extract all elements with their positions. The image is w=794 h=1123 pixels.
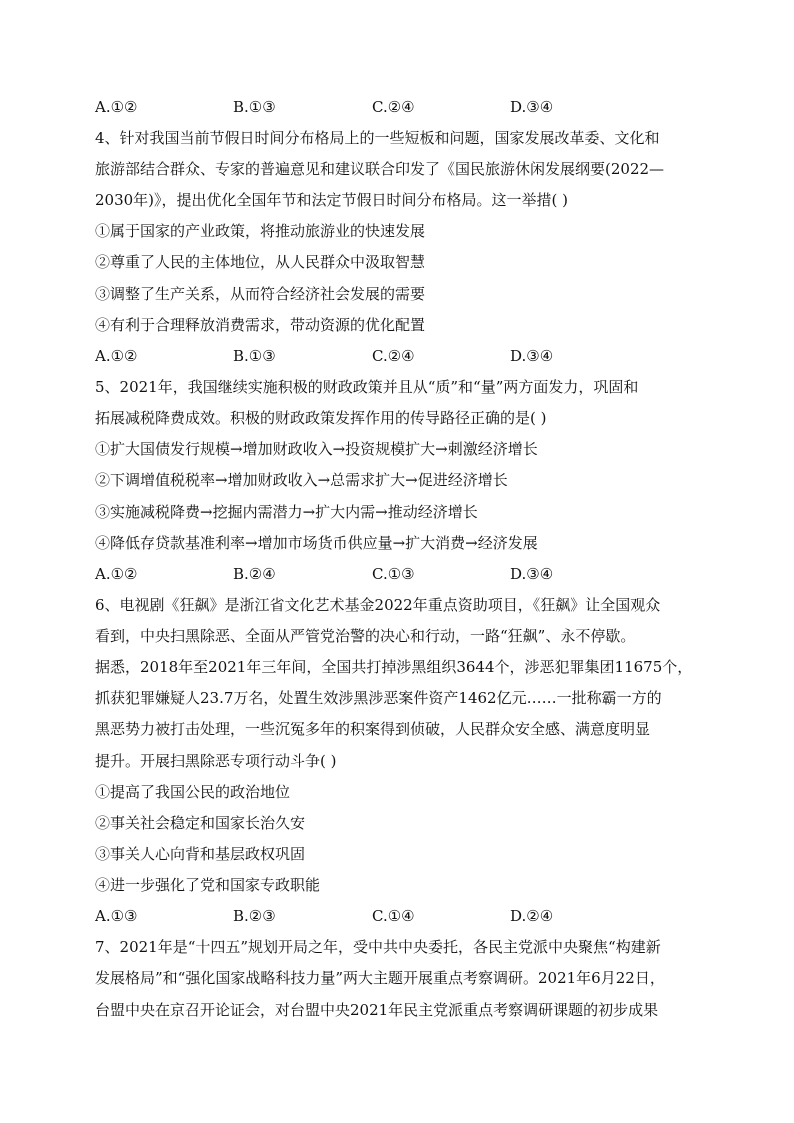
q6-option-b: B.②③ (233, 907, 276, 925)
q5-option-b: B.②④ (233, 565, 276, 583)
q6-stem-line-5: 黑恶势力被打击处理，一些沉冤多年的积案得到侦破，人民群众安全感、满意度明显 (95, 720, 651, 738)
q4-option-b: B.①③ (233, 347, 276, 365)
q3-option-a: A.①② (95, 98, 138, 116)
q4-option-c: C.②④ (372, 347, 415, 365)
q6-stem-line-1: 6、电视剧《狂飙》是浙江省文化艺术基金2022年重点资助项目，《狂飙》让全国观众 (95, 596, 661, 614)
q4-option-d: D.③④ (510, 347, 554, 365)
q4-stem-line-1: 4、针对我国当前节假日时间分布格局上的一些短板和问题，国家发展改革委、文化和 (95, 129, 660, 147)
q6-stem-line-4: 抓获犯罪嫌疑人23.7万名，处置生效涉黑涉恶案件资产1462亿元……一批称霸一方的 (95, 689, 662, 707)
q6-stem-line-3: 据悉，2018年至2021年三年间，全国共打掉涉黑组织3644个，涉恶犯罪集团11675个， (95, 658, 693, 676)
q5-statement-4: ④降低存贷款基准利率→增加市场货币供应量→扩大消费→经济发展 (95, 534, 538, 552)
q4-option-a: A.①② (95, 347, 138, 365)
q6-option-a: A.①③ (95, 907, 138, 925)
q4-statement-4: ④有利于合理释放消费需求，带动资源的优化配置 (95, 316, 426, 334)
q5-stem-line-1: 5、2021年，我国继续实施积极的财政政策并且从“质”和“量”两方面发力，巩固和 (95, 378, 639, 396)
q6-statement-2: ②事关社会稳定和国家长治久安 (95, 814, 306, 832)
q7-stem-line-3: 台盟中央在京召开论证会，对台盟中央2021年民主党派重点考察调研课题的初步成果 (95, 1001, 659, 1019)
q5-option-d: D.③④ (510, 565, 554, 583)
q6-statement-3: ③事关人心向背和基层政权巩固 (95, 845, 306, 863)
q6-statement-4: ④进一步强化了党和国家专政职能 (95, 876, 321, 894)
q5-option-a: A.①② (95, 565, 138, 583)
q5-option-c: C.①③ (372, 565, 415, 583)
q6-option-d: D.②④ (510, 907, 554, 925)
q5-statement-3: ③实施减税降费→挖掘内需潜力→扩大内需→推动经济增长 (95, 503, 478, 521)
q4-statement-1: ①属于国家的产业政策，将推动旅游业的快速发展 (95, 222, 426, 240)
q3-option-d: D.③④ (510, 98, 554, 116)
q6-option-c: C.①④ (372, 907, 415, 925)
q5-statement-1: ①扩大国债发行规模→增加财政收入→投资规模扩大→刺激经济增长 (95, 440, 538, 458)
q6-statement-1: ①提高了我国公民的政治地位 (95, 783, 291, 801)
q6-stem-line-2: 看到，中央扫黑除恶、全面从严管党治警的决心和行动，一路“狂飙”、永不停歇。 (95, 627, 636, 645)
q7-stem-line-1: 7、2021年是“十四五”规划开局之年，受中共中央委托，各民主党派中央聚焦“构建新 (95, 938, 661, 956)
q3-option-b: B.①③ (233, 98, 276, 116)
q4-stem-line-3: 2030年)》，提出优化全国年节和法定节假日时间分布格局。这一举措( ) (95, 191, 569, 209)
q5-stem-line-2: 拓展减税降费成效。积极的财政政策发挥作用的传导路径正确的是( ) (95, 409, 547, 427)
q7-stem-line-2: 发展格局”和“强化国家战略科技力量”两大主题开展重点考察调研。2021年6月22日， (95, 969, 665, 987)
q4-statement-3: ③调整了生产关系，从而符合经济社会发展的需要 (95, 285, 426, 303)
q6-stem-line-6: 提升。开展扫黑除恶专项行动斗争( ) (95, 752, 337, 770)
q5-statement-2: ②下调增值税税率→增加财政收入→总需求扩大→促进经济增长 (95, 471, 508, 489)
q4-statement-2: ②尊重了人民的主体地位，从人民群众中汲取智慧 (95, 253, 426, 271)
q3-option-c: C.②④ (372, 98, 415, 116)
q4-stem-line-2: 旅游部结合群众、专家的普遍意见和建议联合印发了《国民旅游休闲发展纲要(2022— (95, 160, 665, 178)
